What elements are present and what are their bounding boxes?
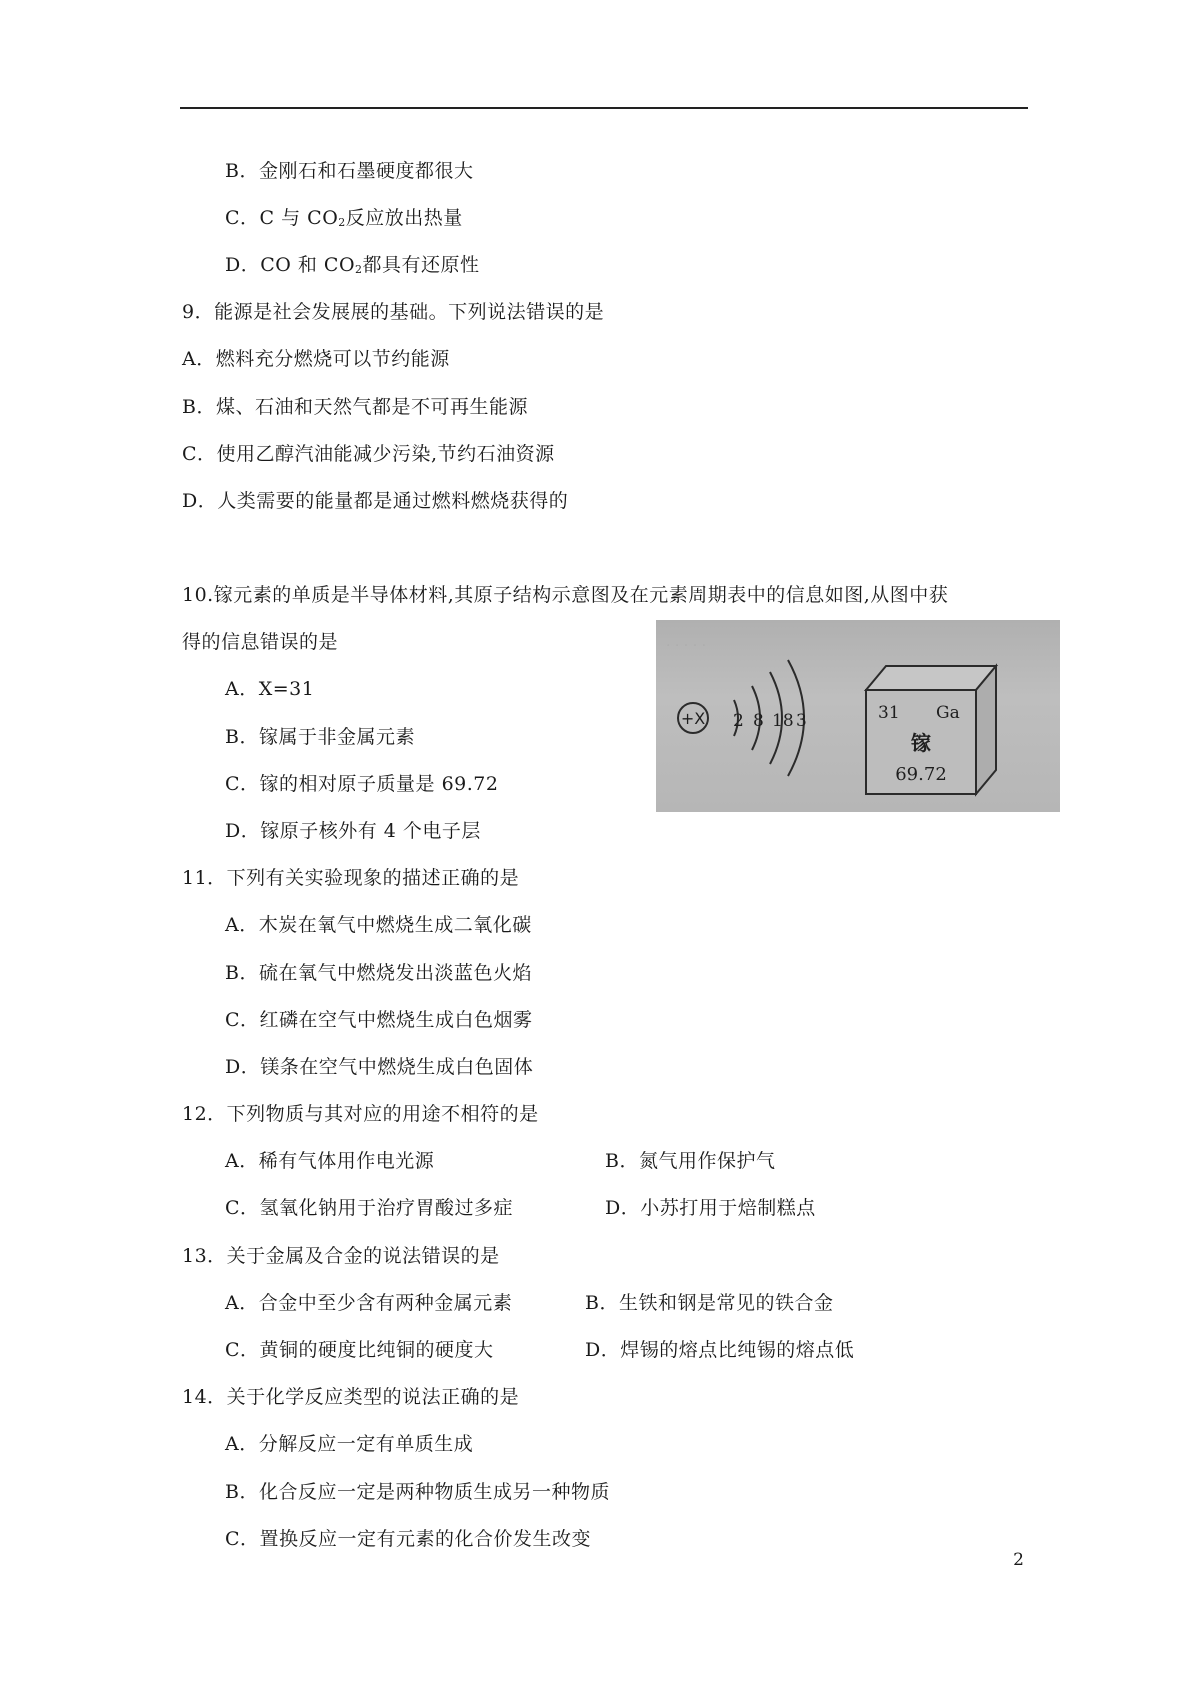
q8-option-d-sub: 2 xyxy=(355,263,363,276)
q11-option-d: D．镁条在空气中燃烧生成白色固体 xyxy=(225,1056,534,1078)
element-box-side xyxy=(976,666,996,794)
q8-option-c-sub: 2 xyxy=(338,216,346,229)
gallium-figure xyxy=(656,620,1060,812)
q10-stem-line1: 10.镓元素的单质是半导体材料,其原子结构示意图及在元素周期表中的信息如图,从图中获 xyxy=(182,584,949,606)
q12-option-c: C．氢氧化钠用于治疗胃酸过多症 xyxy=(225,1197,514,1219)
q14-option-b: B．化合反应一定是两种物质生成另一种物质 xyxy=(225,1481,610,1503)
atomic-mass: 69.72 xyxy=(895,764,947,785)
nucleus-label: +X xyxy=(680,709,706,728)
q11-option-b: B．硫在氧气中燃烧发出淡蓝色火焰 xyxy=(225,962,532,984)
q13-option-d: D．焊锡的熔点比纯锡的熔点低 xyxy=(585,1339,855,1361)
q13-option-c: C．黄铜的硬度比纯铜的硬度大 xyxy=(225,1339,494,1361)
q8-option-b: B．金刚石和石墨硬度都很大 xyxy=(225,160,474,182)
q11-stem: 11．下列有关实验现象的描述正确的是 xyxy=(182,867,520,889)
q12-option-b: B．氮气用作保护气 xyxy=(605,1150,776,1172)
header-rule xyxy=(180,107,1028,109)
q10-option-b: B．镓属于非金属元素 xyxy=(225,726,415,748)
q9-option-b: B．煤、石油和天然气都是不可再生能源 xyxy=(182,396,528,418)
q11-option-a: A．木炭在氧气中燃烧生成二氧化碳 xyxy=(225,914,532,936)
q8-option-c-post: 反应放出热量 xyxy=(345,207,463,229)
atomic-number: 31 xyxy=(878,703,900,723)
shell-count-2: 8 xyxy=(753,711,764,731)
show-through-text: · · · · · xyxy=(666,638,707,654)
element-symbol: Ga xyxy=(936,703,960,723)
q14-stem: 14．关于化学反应类型的说法正确的是 xyxy=(182,1386,520,1408)
q9-option-c: C．使用乙醇汽油能减少污染,节约石油资源 xyxy=(182,443,555,465)
q9-option-d: D．人类需要的能量都是通过燃料燃烧获得的 xyxy=(182,490,569,512)
q13-option-b: B．生铁和钢是常见的铁合金 xyxy=(585,1292,834,1314)
q9-option-a: A．燃料充分燃烧可以节约能源 xyxy=(182,348,450,370)
q8-option-c-pre: C．C 与 CO xyxy=(225,207,339,229)
q10-option-c: C．镓的相对原子质量是 69.72 xyxy=(225,773,499,795)
page-number: 2 xyxy=(1013,1550,1024,1570)
shell-count-1: 2 xyxy=(733,711,744,731)
q11-option-c: C．红磷在空气中燃烧生成白色烟雾 xyxy=(225,1009,533,1031)
q12-option-d: D．小苏打用于焙制糕点 xyxy=(605,1197,816,1219)
element-box-top xyxy=(866,666,996,690)
q8-option-d xyxy=(225,252,480,283)
q8-option-c xyxy=(225,205,463,236)
q10-option-a: A．X=31 xyxy=(225,678,315,700)
q8-option-d-post: 都具有还原性 xyxy=(362,254,480,276)
q8-option-d-pre: D．CO 和 CO xyxy=(225,254,356,276)
element-name: 镓 xyxy=(911,731,931,755)
q10-option-d: D．镓原子核外有 4 个电子层 xyxy=(225,820,481,842)
gallium-figure-svg xyxy=(656,620,1060,812)
q14-option-c: C．置换反应一定有元素的化合价发生改变 xyxy=(225,1528,592,1550)
shell-count-4: 3 xyxy=(796,711,807,731)
q9-stem: 9．能源是社会发展展的基础。下列说法错误的是 xyxy=(182,301,605,323)
q13-stem: 13．关于金属及合金的说法错误的是 xyxy=(182,1245,500,1267)
shell-count-3: 18 xyxy=(772,711,794,731)
q12-stem: 12．下列物质与其对应的用途不相符的是 xyxy=(182,1103,539,1125)
q10-stem-line2: 得的信息错误的是 xyxy=(182,631,339,653)
q14-option-a: A．分解反应一定有单质生成 xyxy=(225,1433,474,1455)
q13-option-a: A．合金中至少含有两种金属元素 xyxy=(225,1292,513,1314)
q12-option-a: A．稀有气体用作电光源 xyxy=(225,1150,435,1172)
